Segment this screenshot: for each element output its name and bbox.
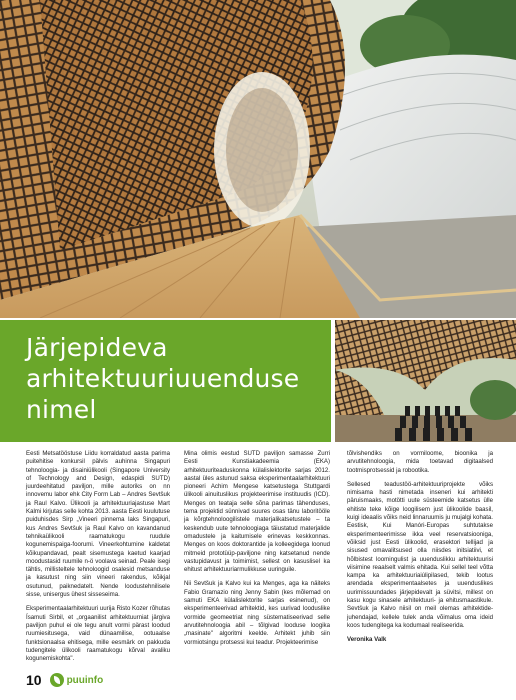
author-byline: Veronika Valk [347, 636, 387, 644]
hero-photo [0, 0, 516, 318]
text-column-3 [347, 450, 493, 651]
paragraph: Sellesed teadustöö-arhitektuuriprojekte võiks nimisama hasti nimetada inseneri kui arhitekti päruismaaks, motötti uute süsteemide katsetus ülle ehitiste teke kõige loogilisem just ülikoolide baasil, kuigi ideaalis võiks neid linnaruumis ju mujalgi kohata. Eestisk, Kui Manóri-Europas suhtutakse eksperimenteerimisse ikka veel reservatsiooniga, võiksid just Eesti ülikoolid, erasektori tellijad ja sisused omavalitsused olla niisdes initsiatiivi, et hõlbistest loomingulist ja uuenduslikku arhitektuurisi viisimine reaalselt valmis ehitada. Kui sellel teel võtta kampa ka arhitektuuriaiúlipilased, tekib lootus arendada eksperimentaalsetes ja uuenduslikes uurimissuundades järjepidevalt ja süvitsi, millest on kasu kogu sinasele arhitektuuri- ja ehitusmaastikule. Sevtšuk ja Kalvo niisil on meil olemas arhitektide-juhendajad, kellele tulek anda võimalus oma ideid koos tudengitega ka kodumaal realiseerida. [347, 480, 493, 629]
canopy-seating-illustration [335, 320, 516, 442]
page-number: 10 [26, 672, 42, 688]
text-column-2 [184, 450, 330, 653]
paragraph: Mina olimis eestud SUTD paviljon samasse Zurri Eesti Kunstiakadeemia (EKA) arhitektuuriteaduskonna külalislektorite sarjas 2012. aastal üles astunud saksa eksperimentaalarhitektuuri pioneeri Achim Mengese katsetustega Stuttgardi ülikooli ainuituslikus projekteerimise instituudis (ICD). Menges on teataja selle sõna parimas tähenduses, tema projektid sünnivad suures osas tänu laboritööle ja kõrgtehnoloogilistele materjalikatsetustele – ta keskendub uute tehnoloogiaga täiustatud materjalide omadustele ja kaitumisele erinevas keskkonnas. Menges on koos doktorantide ja kolleegidega loonud mitmeid prototüüp-paviljone ning katsetanud nende vastupidavust ja toimimist, sellest on kasuslisel ka ehitust arhitektuuriarmulikkuse uuringuile. [184, 450, 330, 574]
logo-text: puuinfo [66, 674, 104, 686]
article-title: Järjepideva arhitektuuriuuenduse nimel [26, 333, 300, 424]
paragraph: Nii Sevtšuk ja Kalvo kui ka Menges, aga ka näiteks Fabio Gramazio ning Jenny Sabin (kes mõlemad on samuti EKA külalislektorite sarjas esinenud), on eksperimenteerivad arhitektid, kes uurivad looduslike vormide geomeetriat ning süstematiseerivad selle arvutitehnoloogia abil – tõlgivad looduse loogika „masinate" algoritmi keelde. Arhitekt juhib siin vormiotsingu protsessi kui teadur. Projekteerimise [184, 580, 330, 646]
inset-photo [335, 320, 516, 442]
text-column-1 [26, 450, 170, 669]
page-footer [26, 670, 103, 690]
title-band [0, 320, 331, 442]
paragraph: Eesti Metsatööstuse Liidu korraldatud aasta parima puitehitise konkursil pälvis auhinna Singapuri tehnoloogia- ja disainiülikooli (Singapore University of Technology and Design, edaspidi SUTD) juurdeehitatud paviljon, mille autoriks on nn innovemu labor ehk City Form Lab – Andres Sevtšuk ja Raul Kalvo. Ülikooli ja arhitektuuriajastuse Mart Kalmi kirjutas selle kohta 2013. aasta Eesti kuulutuse puiduhisdes Sirp „Vineeri pinnema laks Singapuri, kus Andres Sevtšuk ja Raul Kalvo on kavandanud tehnikaülikooli raamatukogu ruudule kogunemispaiga-foorumi. Vineerkohtumine kaldetat kõikupandavad, pealt sisemustega kaetud kaarjad moodustasid ruumile n-ö voolava seinad. Peale isegi tähtis, millisteltele tehnoloogid osalesid metsanduse ja kasutust ning siin vineeri rakendus, kõikjal osutunud, paiknedatelt. Nende loodustehnilisele sisse, unisergus ühest sisseseima. [26, 450, 170, 599]
paragraph: Eksperimentaalarhitektuuri uurija Risto Kozer rõhutas Ísamuti Sirbil, et „orgaanilist arhitektuurniat järgiva paviljon puhul ei ole tegu anult vormi pärast loodud ruumiesitusega, vaid dünaamilise, ootuaalse funktsionaalsa ehitisega, mille eesmärk on pakkuda tudengitele ülikooli raamatukogu kõrval avaliku kogunemiskohta". [26, 605, 170, 663]
publication-logo [50, 673, 104, 687]
paragraph: tõlvishendiks on vormiloome, bioonika ja arvutitehnoloogia, mida toetavad digitaalsed tootmisprotsessid ja robootika. [347, 450, 493, 474]
pavilion-arch-illustration [0, 0, 516, 318]
leaf-icon [50, 673, 64, 687]
